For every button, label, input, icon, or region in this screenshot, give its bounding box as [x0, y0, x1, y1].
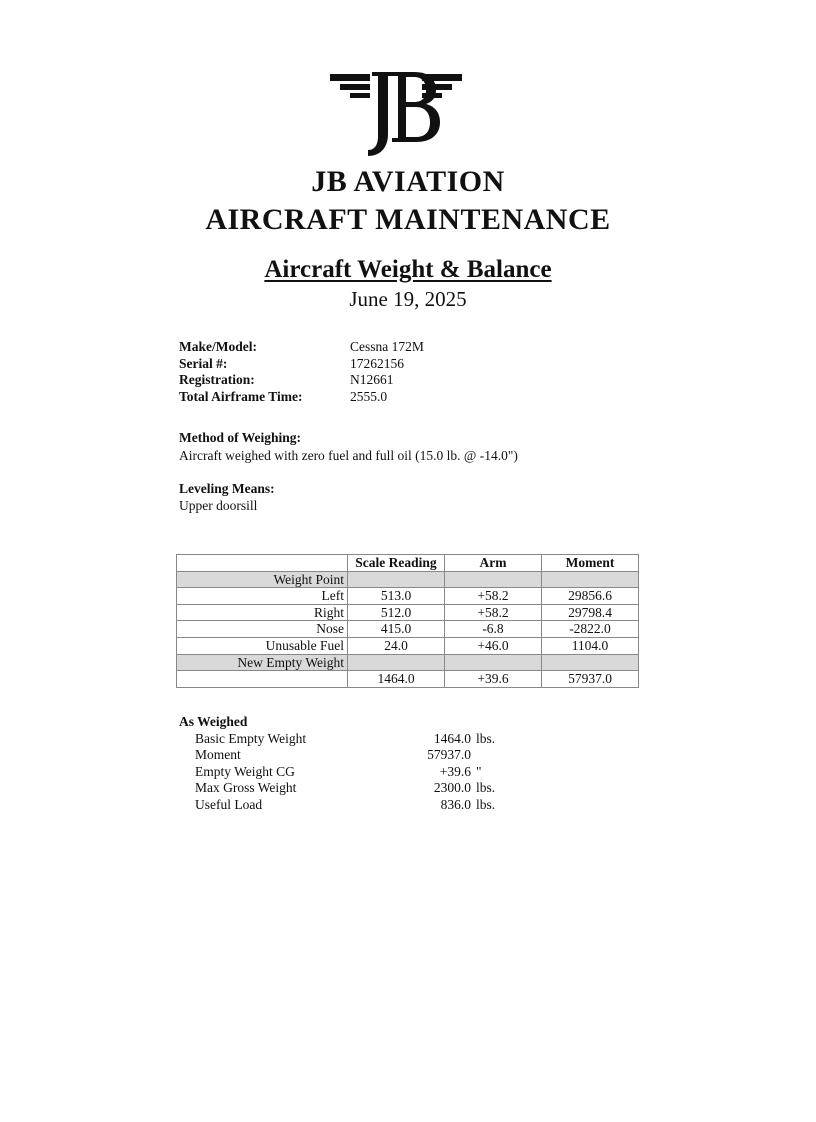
info-row-registration [179, 372, 424, 389]
info-label: Registration: [179, 372, 255, 388]
as-weighed-label: Basic Empty Weight [195, 730, 307, 746]
scale-cell: 415.0 [348, 621, 445, 638]
new-empty-weight-label: New Empty Weight [177, 654, 348, 671]
table-total-row [177, 671, 639, 688]
department-name: AIRCRAFT MAINTENANCE [205, 203, 611, 236]
as-weighed-unit: lbs. [476, 796, 496, 812]
row-label: Nose [177, 621, 348, 638]
as-weighed-unit: lbs. [476, 730, 496, 746]
scale-cell: 513.0 [348, 588, 445, 605]
document-title [0, 256, 816, 284]
as-weighed-row-basic-empty-weight [179, 731, 495, 748]
header-scale-reading: Scale Reading [348, 555, 445, 572]
weight-point-label: Weight Point [177, 571, 348, 588]
moment-cell: 1104.0 [542, 637, 639, 654]
info-row-make-model [179, 339, 424, 356]
as-weighed-value: 1464.0 [433, 730, 471, 746]
weight-point-row [177, 571, 639, 588]
table-row-unusable-fuel [177, 637, 639, 654]
arm-cell: +58.2 [445, 588, 542, 605]
leveling-heading: Leveling Means: [179, 481, 275, 496]
as-weighed-unit: lbs. [476, 780, 496, 795]
as-weighed-heading: As Weighed [179, 714, 248, 729]
as-weighed-label: Empty Weight CG [195, 763, 295, 779]
empty-cell [542, 571, 639, 588]
as-weighed-value: +39.6 [439, 763, 471, 779]
info-label: Total Airframe Time: [179, 389, 303, 405]
info-row-serial [179, 356, 424, 373]
moment-cell: 29856.6 [542, 588, 639, 605]
info-row-airframe-time [179, 389, 424, 406]
logo-wing-left-2 [340, 84, 370, 90]
scale-cell: 24.0 [348, 637, 445, 654]
empty-cell [445, 571, 542, 588]
total-moment-cell: 57937.0 [542, 671, 639, 688]
total-arm-cell: +39.6 [445, 671, 542, 688]
weight-balance-table [176, 554, 639, 688]
header-arm: Arm [445, 555, 542, 572]
method-text: Aircraft weighed with zero fuel and full oil (15.0 lb. @ -14.0") [179, 448, 518, 463]
total-scale-cell: 1464.0 [348, 671, 445, 688]
document-date: June 19, 2025 [349, 287, 467, 311]
logo-letter-j [368, 72, 394, 156]
as-weighed-unit [471, 747, 476, 764]
scale-cell: 512.0 [348, 604, 445, 621]
row-label: Left [177, 588, 348, 605]
company-name: JB AVIATION [311, 165, 505, 198]
new-empty-weight-row [177, 654, 639, 671]
empty-cell [177, 671, 348, 688]
as-weighed-label: Useful Load [195, 796, 263, 812]
jb-logo [326, 68, 466, 160]
method-heading: Method of Weighing: [179, 430, 302, 445]
info-value: N12661 [350, 372, 394, 388]
as-weighed-row-useful-load [179, 797, 495, 814]
as-weighed-unit: " [476, 763, 482, 779]
empty-cell [542, 654, 639, 671]
as-weighed-value: 57937.0 [427, 747, 471, 762]
document-title-text: Aircraft Weight & Balance [264, 256, 552, 283]
info-value: 17262156 [350, 355, 404, 371]
info-value: 2555.0 [350, 389, 388, 405]
row-label: Right [177, 604, 348, 621]
as-weighed-label: Max Gross Weight [195, 780, 297, 795]
as-weighed-row-moment [179, 747, 495, 764]
empty-cell [445, 654, 542, 671]
as-weighed-value: 836.0 [440, 796, 471, 812]
arm-cell: +46.0 [445, 637, 542, 654]
arm-cell: +58.2 [445, 604, 542, 621]
info-label: Serial #: [179, 355, 228, 371]
logo-wing-left-1 [330, 74, 370, 81]
as-weighed-row-empty-weight-cg [179, 764, 495, 781]
moment-cell: -2822.0 [542, 621, 639, 638]
table-row-nose [177, 621, 639, 638]
aircraft-info [179, 339, 424, 406]
logo-letter-b [392, 72, 440, 142]
info-label: Make/Model: [179, 339, 257, 354]
table-row-right [177, 604, 639, 621]
info-value: Cessna 172M [350, 339, 424, 354]
empty-cell [348, 571, 445, 588]
table-row-left [177, 588, 639, 605]
arm-cell: -6.8 [445, 621, 542, 638]
table-header-row [177, 555, 639, 572]
header-moment: Moment [542, 555, 639, 572]
logo-wing-left-3 [350, 93, 370, 98]
as-weighed-section [179, 714, 495, 813]
as-weighed-row-max-gross-weight [179, 780, 495, 797]
as-weighed-label: Moment [195, 747, 241, 762]
as-weighed-value: 2300.0 [433, 780, 471, 795]
empty-cell [348, 654, 445, 671]
row-label: Unusable Fuel [177, 637, 348, 654]
header-cell-blank [177, 555, 348, 572]
moment-cell: 29798.4 [542, 604, 639, 621]
leveling-text: Upper doorsill [179, 498, 258, 513]
